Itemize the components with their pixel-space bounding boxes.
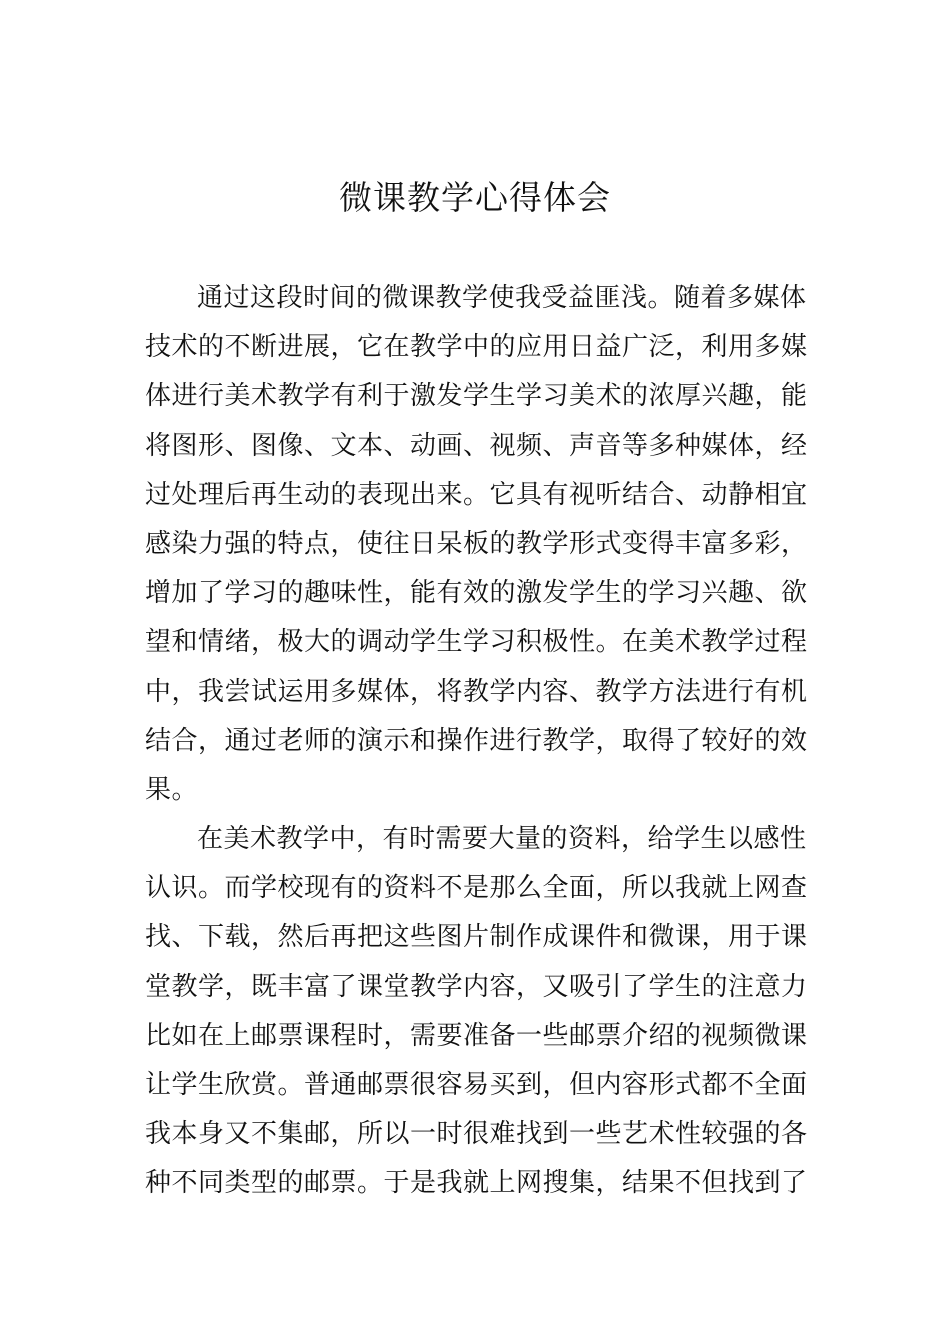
paragraph-1-line: 望和情绪，极大的调动学生学习积极性。在美术教学过程 <box>145 627 808 658</box>
document-title: 微课教学心得体会 <box>339 178 611 217</box>
paragraph-1-line: 增加了学习的趣味性，能有效的激发学生的学习兴趣、欲 <box>145 578 808 609</box>
paragraph-1-line: 将图形、图像、文本、动画、视频、声音等多种媒体，经 <box>145 430 808 461</box>
paragraph-2-line: 在美术教学中，有时需要大量的资料，给学生以感性 <box>197 824 807 855</box>
paragraph-1-line: 通过这段时间的微课教学使我受益匪浅。随着多媒体 <box>197 283 807 313</box>
paragraph-2-line: 堂教学，既丰富了课堂教学内容，又吸引了学生的注意力 <box>145 971 808 1002</box>
paragraph-2-line: 种不同类型的邮票。于是我就上网搜集，结果不但找到了 <box>145 1168 808 1199</box>
paragraph-1-line: 体进行美术教学有利于激发学生学习美术的浓厚兴趣，能 <box>145 381 808 412</box>
paragraph-2-line: 认识。而学校现有的资料不是那么全面，所以我就上网查 <box>145 873 808 904</box>
paragraph-2-line: 找、下载，然后再把这些图片制作成课件和微课，用于课 <box>145 922 808 953</box>
document-body <box>145 274 808 1209</box>
paragraph-1-line: 中，我尝试运用多媒体，将教学内容、教学方法进行有机 <box>145 676 808 707</box>
paragraph-2-line: 比如在上邮票课程时，需要准备一些邮票介绍的视频微课 <box>145 1020 808 1051</box>
paragraph-1-line: 结合，通过老师的演示和操作进行教学，取得了较好的效 <box>145 725 808 756</box>
paragraph-2-line: 我本身又不集邮，所以一时很难找到一些艺术性较强的各 <box>145 1119 808 1150</box>
paragraph-1-line: 果。 <box>145 774 199 805</box>
paragraph-2-line: 让学生欣赏。普通邮票很容易买到，但内容形式都不全面 <box>145 1070 808 1100</box>
paragraph-1-line: 过处理后再生动的表现出来。它具有视听结合、动静相宜 <box>145 479 808 510</box>
paragraph-1-line: 技术的不断进展，它在教学中的应用日益广泛，利用多媒 <box>145 332 808 363</box>
paragraph-1-line: 感染力强的特点，使往日呆板的教学形式变得丰富多彩， <box>145 528 808 559</box>
